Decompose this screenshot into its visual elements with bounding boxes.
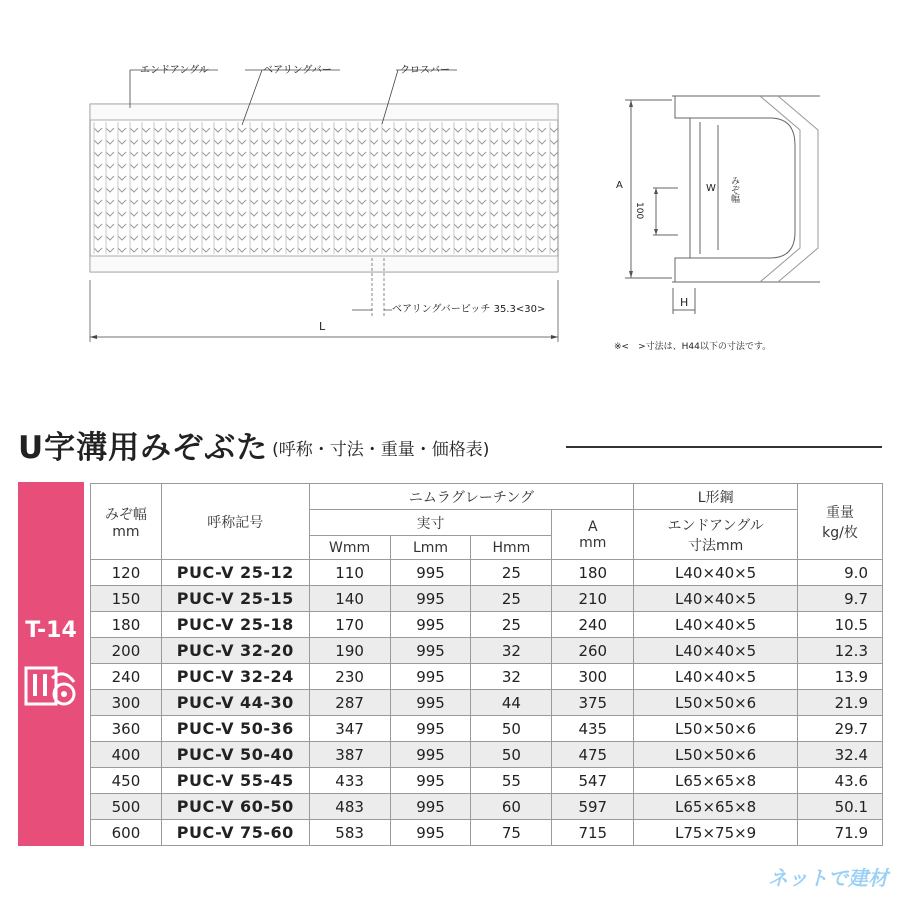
cell-angle: L40×40×5 [634, 664, 798, 690]
table-row [91, 664, 883, 690]
cell-a: 375 [552, 690, 634, 716]
cell-angle: L40×40×5 [634, 612, 798, 638]
table-body [91, 560, 883, 846]
header-actual: 実寸 [309, 510, 552, 536]
header-a: A mm [552, 510, 634, 560]
page-subtitle: (呼称・寸法・重量・価格表) [272, 439, 490, 460]
cell-w: 387 [309, 742, 390, 768]
cell-l: 995 [390, 690, 471, 716]
cell-w: 190 [309, 638, 390, 664]
cell-l: 995 [390, 716, 471, 742]
cell-weight: 9.0 [798, 560, 883, 586]
label-w: W [706, 183, 716, 194]
cell-code: PUC-V 75-60 [161, 820, 309, 846]
label-a: A [616, 180, 623, 191]
cell-w: 583 [309, 820, 390, 846]
cell-angle: L40×40×5 [634, 638, 798, 664]
cell-l: 995 [390, 794, 471, 820]
cell-angle: L75×75×9 [634, 820, 798, 846]
label-length: L [319, 320, 326, 333]
cell-h: 50 [471, 716, 552, 742]
cell-groove: 150 [91, 586, 162, 612]
header-grating: ニムラグレーチング [309, 484, 634, 510]
cell-w: 483 [309, 794, 390, 820]
table-row [91, 638, 883, 664]
cell-a: 597 [552, 794, 634, 820]
cell-w: 140 [309, 586, 390, 612]
page-title: U字溝用みぞぶた [18, 429, 269, 466]
cell-w: 287 [309, 690, 390, 716]
cell-a: 300 [552, 664, 634, 690]
cell-weight: 43.6 [798, 768, 883, 794]
cell-h: 50 [471, 742, 552, 768]
cell-h: 25 [471, 586, 552, 612]
watermark-logo: ネットで建材 [768, 866, 888, 890]
cell-code: PUC-V 25-18 [161, 612, 309, 638]
cell-groove: 120 [91, 560, 162, 586]
header-w: Wmm [309, 536, 390, 560]
cell-weight: 12.3 [798, 638, 883, 664]
cell-h: 25 [471, 612, 552, 638]
label-dim-100: 100 [634, 202, 644, 220]
cell-a: 435 [552, 716, 634, 742]
cell-h: 44 [471, 690, 552, 716]
table-row [91, 716, 883, 742]
gutter-cover-icon [24, 664, 78, 710]
table-row [91, 768, 883, 794]
cell-angle: L50×50×6 [634, 742, 798, 768]
cell-l: 995 [390, 560, 471, 586]
cell-h: 25 [471, 560, 552, 586]
cell-code: PUC-V 25-15 [161, 586, 309, 612]
cell-h: 55 [471, 768, 552, 794]
cell-code: PUC-V 32-24 [161, 664, 309, 690]
cell-angle: L50×50×6 [634, 716, 798, 742]
cell-h: 32 [471, 664, 552, 690]
cell-a: 475 [552, 742, 634, 768]
table-row [91, 612, 883, 638]
cell-groove: 300 [91, 690, 162, 716]
cell-w: 170 [309, 612, 390, 638]
cell-a: 715 [552, 820, 634, 846]
cell-weight: 21.9 [798, 690, 883, 716]
cell-code: PUC-V 50-36 [161, 716, 309, 742]
cell-h: 60 [471, 794, 552, 820]
category-tab-label: T-14 [25, 618, 77, 643]
cell-w: 230 [309, 664, 390, 690]
cell-weight: 9.7 [798, 586, 883, 612]
table-row [91, 742, 883, 768]
title-rule [566, 446, 882, 448]
label-h: H [680, 296, 689, 309]
cell-code: PUC-V 50-40 [161, 742, 309, 768]
cell-a: 210 [552, 586, 634, 612]
cell-a: 547 [552, 768, 634, 794]
cell-w: 347 [309, 716, 390, 742]
cell-angle: L40×40×5 [634, 586, 798, 612]
cell-code: PUC-V 60-50 [161, 794, 309, 820]
cell-angle: L50×50×6 [634, 690, 798, 716]
cell-code: PUC-V 32-20 [161, 638, 309, 664]
table-row [91, 586, 883, 612]
cell-groove: 500 [91, 794, 162, 820]
label-cross-bar: クロスバー [400, 65, 450, 76]
cell-weight: 71.9 [798, 820, 883, 846]
header-end-angle: エンドアングル 寸法mm [634, 510, 798, 560]
label-pitch: ベアリングバーピッチ 35.3<30> [392, 304, 546, 315]
cell-groove: 400 [91, 742, 162, 768]
cell-h: 75 [471, 820, 552, 846]
cell-a: 260 [552, 638, 634, 664]
header-l: Lmm [390, 536, 471, 560]
cell-w: 110 [309, 560, 390, 586]
cell-l: 995 [390, 586, 471, 612]
label-end-angle: エンドアングル [140, 65, 209, 76]
cell-weight: 32.4 [798, 742, 883, 768]
cell-weight: 50.1 [798, 794, 883, 820]
table-row [91, 794, 883, 820]
table-row [91, 820, 883, 846]
cell-a: 180 [552, 560, 634, 586]
cell-l: 995 [390, 664, 471, 690]
cell-groove: 450 [91, 768, 162, 794]
cell-code: PUC-V 25-12 [161, 560, 309, 586]
cell-h: 32 [471, 638, 552, 664]
header-groove-width: みぞ幅 mm [91, 484, 162, 560]
cell-l: 995 [390, 768, 471, 794]
table-row [91, 560, 883, 586]
cell-groove: 600 [91, 820, 162, 846]
cell-weight: 10.5 [798, 612, 883, 638]
label-bearing-bar: ベアリングバー [263, 65, 332, 76]
cell-l: 995 [390, 612, 471, 638]
cell-weight: 13.9 [798, 664, 883, 690]
header-weight: 重量 kg/枚 [798, 484, 883, 560]
header-steel: L形鋼 [634, 484, 798, 510]
cell-groove: 200 [91, 638, 162, 664]
table-row [91, 690, 883, 716]
cell-l: 995 [390, 742, 471, 768]
cell-weight: 29.7 [798, 716, 883, 742]
cell-angle: L65×65×8 [634, 794, 798, 820]
cell-l: 995 [390, 820, 471, 846]
spec-table [90, 483, 883, 846]
cell-code: PUC-V 44-30 [161, 690, 309, 716]
header-h: Hmm [471, 536, 552, 560]
drawing-note: ※< >寸法は、H44以下の寸法です。 [614, 342, 772, 352]
cell-a: 240 [552, 612, 634, 638]
cell-w: 433 [309, 768, 390, 794]
cell-l: 995 [390, 638, 471, 664]
cell-angle: L65×65×8 [634, 768, 798, 794]
section-title [18, 423, 489, 465]
cell-code: PUC-V 55-45 [161, 768, 309, 794]
cell-groove: 240 [91, 664, 162, 690]
cell-groove: 360 [91, 716, 162, 742]
header-code: 呼称記号 [161, 484, 309, 560]
cell-groove: 180 [91, 612, 162, 638]
label-groove-width: みぞ幅 [729, 176, 739, 203]
cell-angle: L40×40×5 [634, 560, 798, 586]
